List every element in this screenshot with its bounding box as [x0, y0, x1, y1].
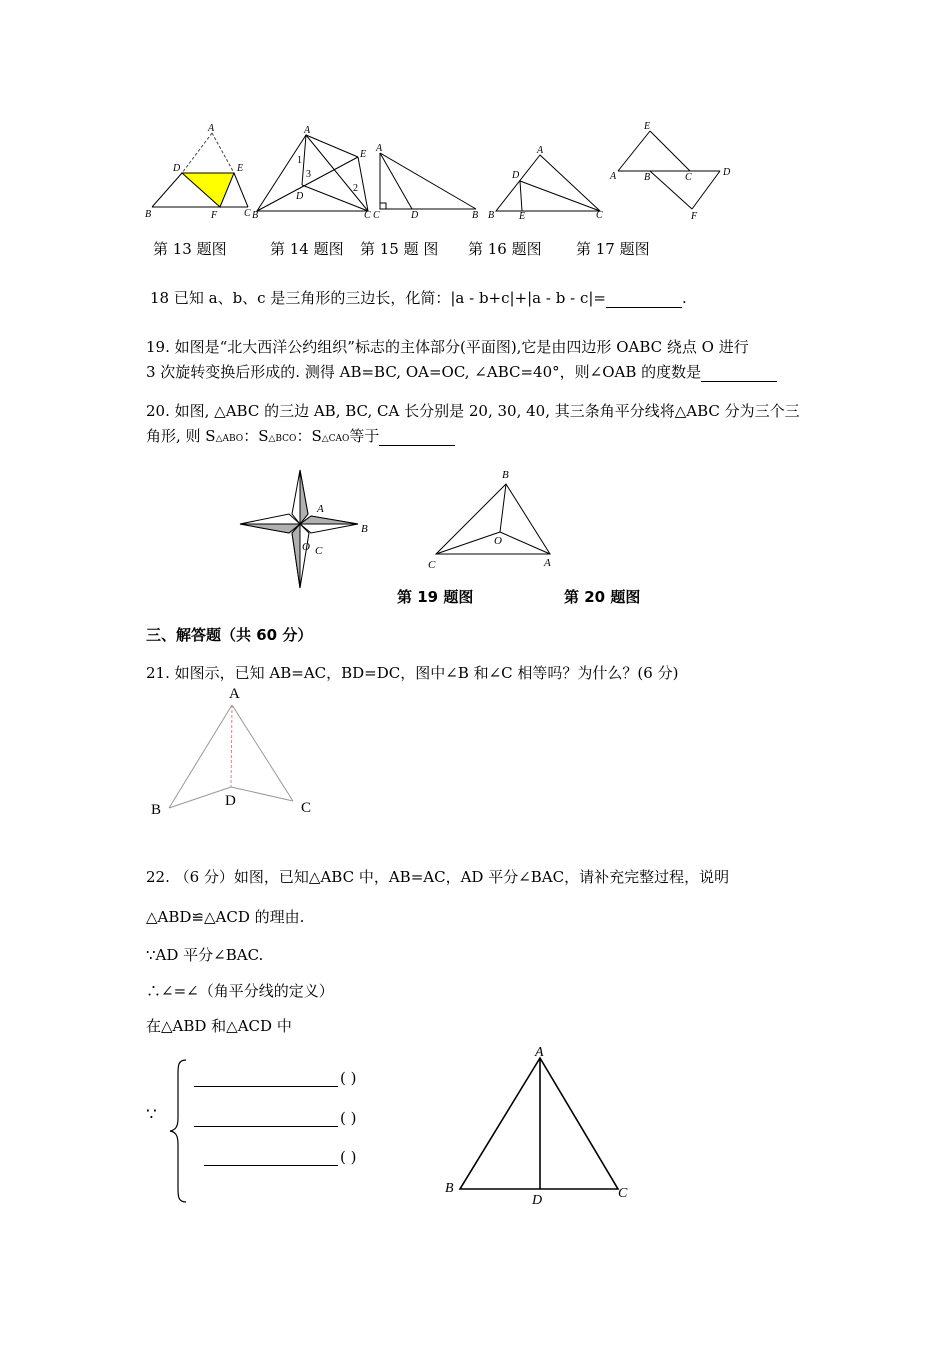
- caption-figure-19: 第 19 题图: [397, 588, 474, 606]
- question-22-line-4: ∴∠=∠（角平分线的定义）: [146, 982, 334, 1000]
- caption-figure-17: 第 17 题图: [576, 240, 650, 258]
- question-20-line-2: [146, 425, 455, 446]
- svg-text:C: C: [315, 545, 323, 557]
- svg-text:C: C: [596, 210, 603, 221]
- svg-text:B: B: [472, 210, 479, 221]
- caption-figure-20: 第 20 题图: [564, 588, 641, 606]
- q20-sub-bco: △BCO: [268, 434, 297, 444]
- svg-text:A: A: [544, 557, 551, 569]
- svg-text:A: A: [229, 686, 240, 702]
- svg-text:E: E: [360, 149, 367, 160]
- question-18-text: 18 已知 a、b、c 是三角形的三边长，化简：|a - b+c|+|a - b - c|=: [150, 289, 606, 307]
- svg-text:D: D: [296, 191, 304, 202]
- svg-text:A: A: [317, 503, 324, 515]
- svg-text:A: A: [208, 123, 215, 134]
- question-21: 21. 如图示，已知 AB=AC，BD=DC，图中∠B 和∠C 相等吗？为什么？(6 分): [146, 664, 679, 682]
- figure-20: [420, 462, 570, 577]
- question-22-line-3: ∵AD 平分∠BAC.: [146, 946, 264, 964]
- question-19-line-1: 19. 如图是“北大西洋公约组织”标志的主体部分(平面图),它是由四边形 OABC 绕点 O 进行: [146, 338, 749, 356]
- caption-figure-15: 第 15 题 图: [360, 240, 439, 258]
- proof-reason-3[interactable]: ( ): [340, 1148, 357, 1166]
- svg-text:C: C: [685, 172, 692, 183]
- q20-sep-2: ：S: [296, 427, 322, 445]
- svg-text:C: C: [364, 210, 371, 221]
- proof-blank-3[interactable]: [204, 1165, 338, 1166]
- svg-text:O: O: [302, 541, 310, 553]
- svg-text:C: C: [428, 559, 436, 571]
- svg-text:C: C: [301, 800, 312, 816]
- svg-text:A: A: [304, 125, 311, 136]
- svg-text:E: E: [237, 163, 244, 174]
- question-18-end: .: [681, 289, 687, 307]
- svg-text:D: D: [512, 170, 520, 181]
- left-brace: [168, 1058, 190, 1204]
- proof-blank-1[interactable]: [194, 1086, 338, 1087]
- question-19-line-2: [146, 361, 777, 382]
- figure-21: [145, 680, 335, 825]
- q20-prefix: 角形, 则 S: [146, 427, 216, 445]
- caption-figure-16: 第 16 题图: [468, 240, 542, 258]
- svg-text:A: A: [535, 1045, 544, 1060]
- svg-text:D: D: [723, 167, 731, 178]
- svg-text:E: E: [644, 121, 651, 132]
- svg-text:B: B: [502, 469, 509, 481]
- answer-blank-20[interactable]: [379, 427, 455, 446]
- q20-sep-1: ：S: [243, 427, 269, 445]
- svg-text:O: O: [494, 535, 502, 547]
- svg-text:B: B: [151, 802, 162, 818]
- answer-blank-19[interactable]: [701, 363, 777, 382]
- question-20-line-1: 20. 如图, △ABC 的三边 AB, BC, CA 长分别是 20, 30, 40, 其三条角平分线将△ABC 分为三个三: [146, 402, 800, 420]
- question-22-line-5: 在△ABD 和△ACD 中: [146, 1017, 292, 1035]
- section-3-heading: 三、解答题（共 60 分）: [146, 626, 313, 644]
- svg-text:B: B: [445, 1181, 454, 1196]
- svg-text:2: 2: [353, 183, 358, 194]
- answer-blank-18[interactable]: [606, 289, 682, 308]
- svg-text:D: D: [173, 163, 181, 174]
- proof-reason-2[interactable]: ( ): [340, 1109, 357, 1127]
- svg-text:C: C: [618, 1186, 628, 1201]
- svg-text:1: 1: [297, 155, 302, 166]
- svg-text:3: 3: [306, 169, 311, 180]
- svg-text:B: B: [252, 210, 259, 221]
- proof-blank-2[interactable]: [194, 1126, 338, 1127]
- svg-text:B: B: [644, 172, 651, 183]
- because-symbol: ∵: [146, 1105, 157, 1125]
- caption-figure-14: 第 14 题图: [270, 240, 344, 258]
- svg-text:A: A: [610, 171, 617, 182]
- svg-text:B: B: [488, 210, 495, 221]
- svg-text:C: C: [244, 208, 251, 219]
- svg-text:C: C: [373, 210, 380, 221]
- figure-19: [235, 462, 375, 592]
- proof-reason-1[interactable]: ( ): [340, 1069, 357, 1087]
- svg-text:B: B: [361, 523, 368, 535]
- figure-14: [252, 125, 371, 221]
- svg-text:D: D: [411, 210, 419, 221]
- q20-sub-abo: △ABO: [215, 434, 244, 444]
- svg-text:F: F: [691, 211, 698, 222]
- svg-text:D: D: [225, 793, 236, 809]
- svg-text:E: E: [519, 211, 526, 222]
- question-22-line-1: 22. （6 分）如图，已知△ABC 中，AB=AC，AD 平分∠BAC，请补充完整过程，说明: [146, 868, 730, 886]
- svg-text:A: A: [537, 145, 544, 156]
- question-22-line-2: △ABD≌△ACD 的理由.: [146, 908, 305, 926]
- svg-text:F: F: [211, 210, 218, 221]
- svg-text:D: D: [532, 1193, 543, 1208]
- q20-sub-cao: △CAO: [321, 434, 350, 444]
- question-18: [150, 287, 687, 308]
- figure-13: [145, 123, 251, 221]
- figure-16: [488, 145, 603, 222]
- svg-text:B: B: [145, 209, 152, 220]
- highlight-triangle: [182, 173, 234, 207]
- figure-17: [609, 121, 731, 222]
- question-19-line-2-text: 3 次旋转变换后形成的. 测得 AB=BC, OA=OC, ∠ABC=40°，则∠OAB 的度数是: [146, 363, 702, 381]
- q20-suffix: 等于: [349, 427, 380, 445]
- figure-22: [435, 1040, 640, 1215]
- caption-figure-13: 第 13 题图: [153, 240, 227, 258]
- svg-text:A: A: [376, 143, 383, 154]
- figure-15: [373, 143, 478, 221]
- figures-row-13-17: [140, 115, 760, 230]
